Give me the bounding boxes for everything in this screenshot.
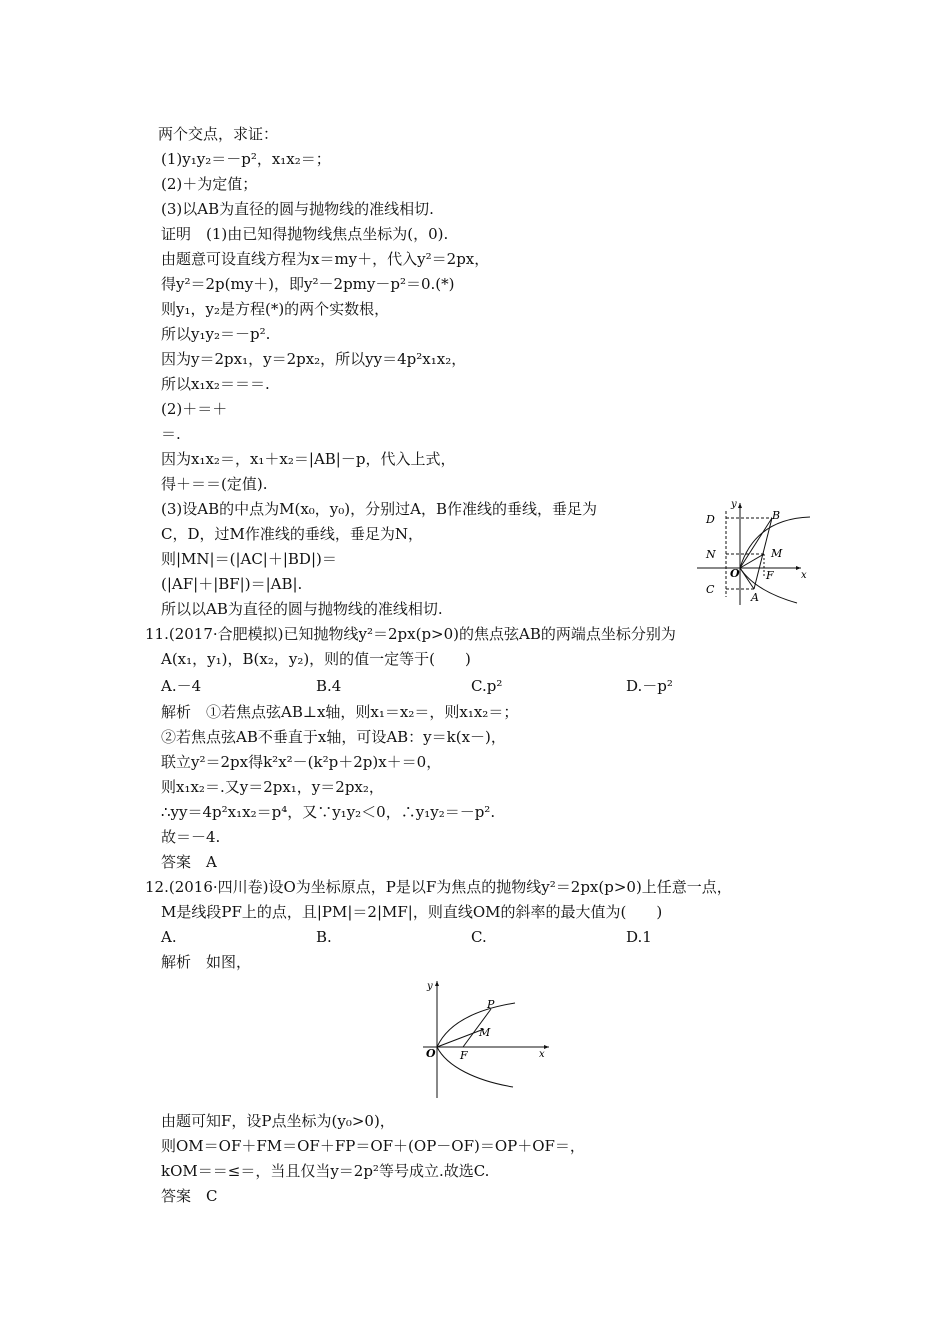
answer-line: 答案 C (161, 1187, 218, 1205)
fig1-label: A (751, 591, 759, 604)
text-line: 由题可知F，设P点坐标为(y₀>0)， (161, 1112, 395, 1130)
text-line: 由题意可设直线方程为x＝my＋，代入y²＝2px， (161, 250, 490, 268)
fig1-label: B (772, 509, 781, 522)
text-line: 联立y²＝2px得k²x²－(k²p＋2p)x＋＝0， (161, 753, 442, 771)
fig1-label: D (706, 513, 715, 526)
text-line: 所以以AB为直径的圆与抛物线的准线相切. (161, 600, 443, 618)
text-line: ＝. (161, 425, 181, 443)
option-c: C. (471, 928, 487, 946)
y-arrow-icon (738, 503, 742, 508)
fig1-label: x (801, 570, 807, 581)
text-line: 则y₁，y₂是方程(*)的两个实数根， (161, 300, 390, 318)
option-c: C.p² (471, 677, 503, 695)
fig1-label: O (730, 567, 740, 580)
text-line: kOM＝＝≤＝，当且仅当y＝2p²等号成立.故选C. (161, 1162, 490, 1180)
text-line: 11.(2017·合肥模拟)已知抛物线y²＝2px(p>0)的焦点弦AB的两端点坐标分别为 (145, 625, 676, 643)
fig2-label: O (426, 1047, 436, 1060)
fig1-label: N (706, 548, 716, 561)
parabola-focal-chord-figure (693, 497, 811, 607)
fig1-label: y (731, 499, 737, 510)
text-line: 两个交点，求证： (158, 125, 279, 143)
fig2-label: P (487, 998, 495, 1011)
text-line: ②若焦点弦AB不垂直于x轴，可设AB：y＝k(x－)， (161, 728, 506, 746)
segment-om (437, 1029, 484, 1047)
parabola-om-figure (417, 975, 557, 1100)
option-d: D.－p² (626, 677, 673, 695)
text-line: 则x₁x₂＝.又y＝2px₁，y＝2px₂， (161, 778, 384, 796)
text-line: 故＝－4. (161, 828, 221, 846)
answer-line: 答案 A (161, 853, 217, 871)
x-arrow-icon (544, 1045, 549, 1049)
fig2-label: x (539, 1049, 545, 1060)
text-line: 得＋＝＝(定值). (161, 475, 268, 493)
text-line: 证明 (1)由已知得抛物线焦点坐标为(，0). (161, 225, 449, 243)
text-line: 解析 如图， (161, 953, 252, 971)
option-d: D.1 (626, 928, 652, 946)
text-line: (2)＋＝＋ (161, 400, 228, 418)
text-line: 12.(2016·四川卷)设O为坐标原点，P是以F为焦点的抛物线y²＝2px(p>0)上任意一点， (145, 878, 732, 896)
option-a: A. (161, 928, 177, 946)
text-line: 因为y＝2px₁，y＝2px₂，所以yy＝4p²x₁x₂， (161, 350, 467, 368)
y-arrow-icon (435, 981, 439, 986)
option-a: A.－4 (161, 677, 202, 695)
parabola-curve (437, 1003, 515, 1087)
text-line: (2)＋为定值； (161, 175, 258, 193)
fig2-label: F (460, 1049, 468, 1062)
text-line: 解析 ①若焦点弦AB⊥x轴，则x₁＝x₂＝，则x₁x₂＝； (161, 703, 519, 721)
option-b: B.4 (316, 677, 342, 695)
text-line: 因为x₁x₂＝，x₁＋x₂＝|AB|－p，代入上式， (161, 450, 456, 468)
fig2-label: M (479, 1026, 491, 1039)
text-line: (|AF|＋|BF|)＝|AB|. (161, 575, 303, 593)
text-line: C，D，过M作准线的垂线，垂足为N， (161, 525, 423, 543)
text-line: 则OM＝OF＋FM＝OF＋FP＝OF＋(OP－OF)＝OP＋OF＝， (161, 1137, 585, 1155)
option-b: B. (316, 928, 332, 946)
text-line: 所以x₁x₂＝＝＝. (161, 375, 270, 393)
text-line: 得y²＝2p(my＋)，即y²－2pmy－p²＝0.(*) (161, 275, 455, 293)
fig2-label: y (427, 981, 433, 992)
text-line: A(x₁，y₁)，B(x₂，y₂)，则的值一定等于( ) (161, 650, 471, 668)
fig1-label: C (706, 583, 715, 596)
text-line: 则|MN|＝(|AC|＋|BD|)＝ (161, 550, 337, 568)
text-line: (3)以AB为直径的圆与抛物线的准线相切. (161, 200, 434, 218)
fig1-label: M (771, 547, 783, 560)
text-line: (1)y₁y₂＝－p²，x₁x₂＝； (161, 150, 331, 168)
text-line: (3)设AB的中点为M(x₀，y₀)，分别过A，B作准线的垂线，垂足为 (161, 500, 597, 518)
text-line: ∴yy＝4p²x₁x₂＝p⁴，又∵y₁y₂＜0，∴y₁y₂＝－p². (161, 803, 496, 821)
text-line: M是线段PF上的点，且|PM|＝2|MF|，则直线OM的斜率的最大值为( ) (161, 903, 663, 921)
fig1-label: F (766, 569, 774, 582)
text-line: 所以y₁y₂＝－p². (161, 325, 271, 343)
